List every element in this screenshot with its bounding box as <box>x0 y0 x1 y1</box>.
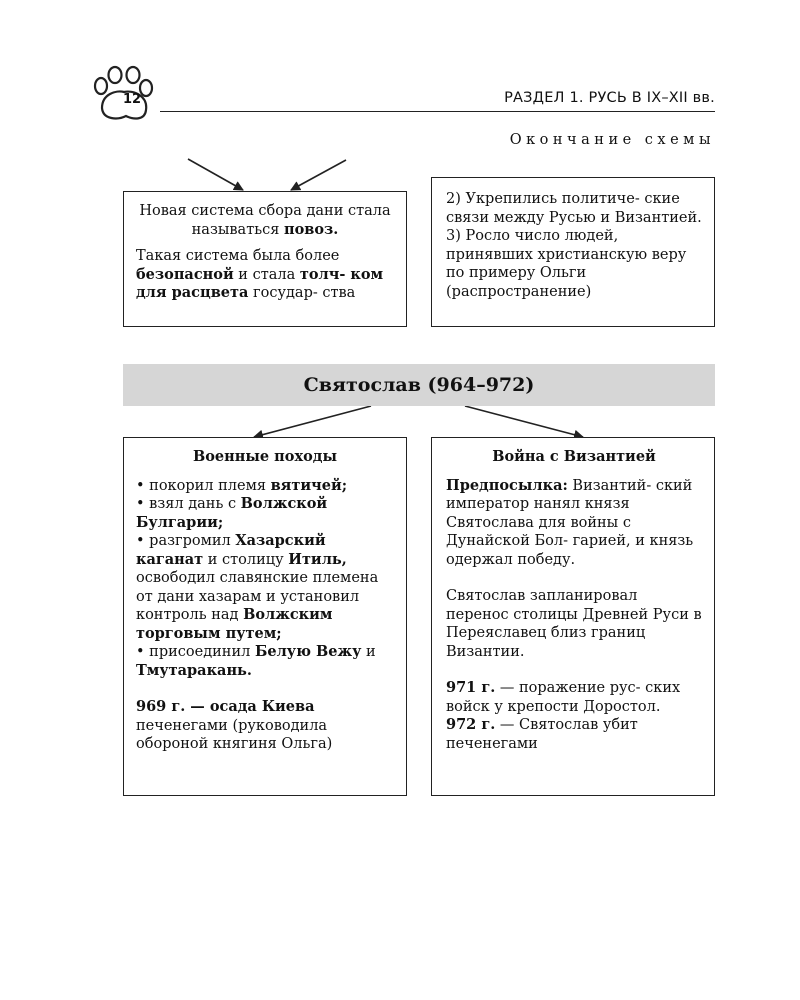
byzantium-war-box <box>431 437 715 796</box>
arrow-to-byzantium <box>465 406 583 437</box>
military-campaigns-box <box>123 437 407 796</box>
campaign-item: • разгромил Хазарский каганат и столицу Итиль, освободил славянские племена от дани хазарам и установил контроль над Волжским торговым путем; <box>136 532 379 642</box>
result-item-3: 3) Росло число людей, принявших христианскую веру по примеру Ольги (распространение) <box>446 228 687 300</box>
result-item-2: 2) Укрепились политиче- ские связи между Русью и Византией. <box>446 191 702 226</box>
campaign-item: • покорил племя вятичей; <box>136 476 348 494</box>
scheme-subtitle: Окончание схемы <box>509 132 715 148</box>
event-972: 972 г. — Святослав убит печенегами <box>446 716 638 752</box>
tax-system-effect: Такая система была более безопасной и стала толч- ком для расцвета государ- ства <box>136 248 384 301</box>
byzantium-heading: Война с Византией <box>492 448 656 465</box>
arrow-to-military <box>254 406 371 437</box>
tax-system-name: Новая система сбора дани стала называться повоз. <box>139 203 391 238</box>
capital-transfer-plan: Святослав запланировал перенос столицы Древней Руси в Переяславец близ границ Византии. <box>446 588 702 660</box>
siege-event: 969 г. — осада Киева печенегами (руководила обороной княгиня Ольга) <box>136 698 333 752</box>
event-971: 971 г. — поражение рус- ских войск у крепости Доростол. <box>446 679 681 715</box>
section-title: РАЗДЕЛ 1. РУСЬ В IX–XII вв. <box>504 90 715 106</box>
page-number: 12 <box>122 92 142 107</box>
military-heading: Военные походы <box>193 448 337 465</box>
campaign-item: • присоединил Белую Вежу и Тмутаракань. <box>136 643 376 679</box>
svyatoslav-banner: Святослав (964–972) <box>123 364 715 406</box>
arrow-right-top <box>291 160 346 190</box>
campaign-item: • взял дань с Волжской Булгарии; <box>136 495 328 531</box>
tax-system-box <box>123 191 407 327</box>
results-box <box>431 177 715 327</box>
arrow-left-top <box>188 159 243 190</box>
war-prerequisite: Предпосылка: Византий- ский император нанял князя Святослава для войны с Дунайской Бол- гарией, и князь одержал победу. <box>446 476 694 568</box>
